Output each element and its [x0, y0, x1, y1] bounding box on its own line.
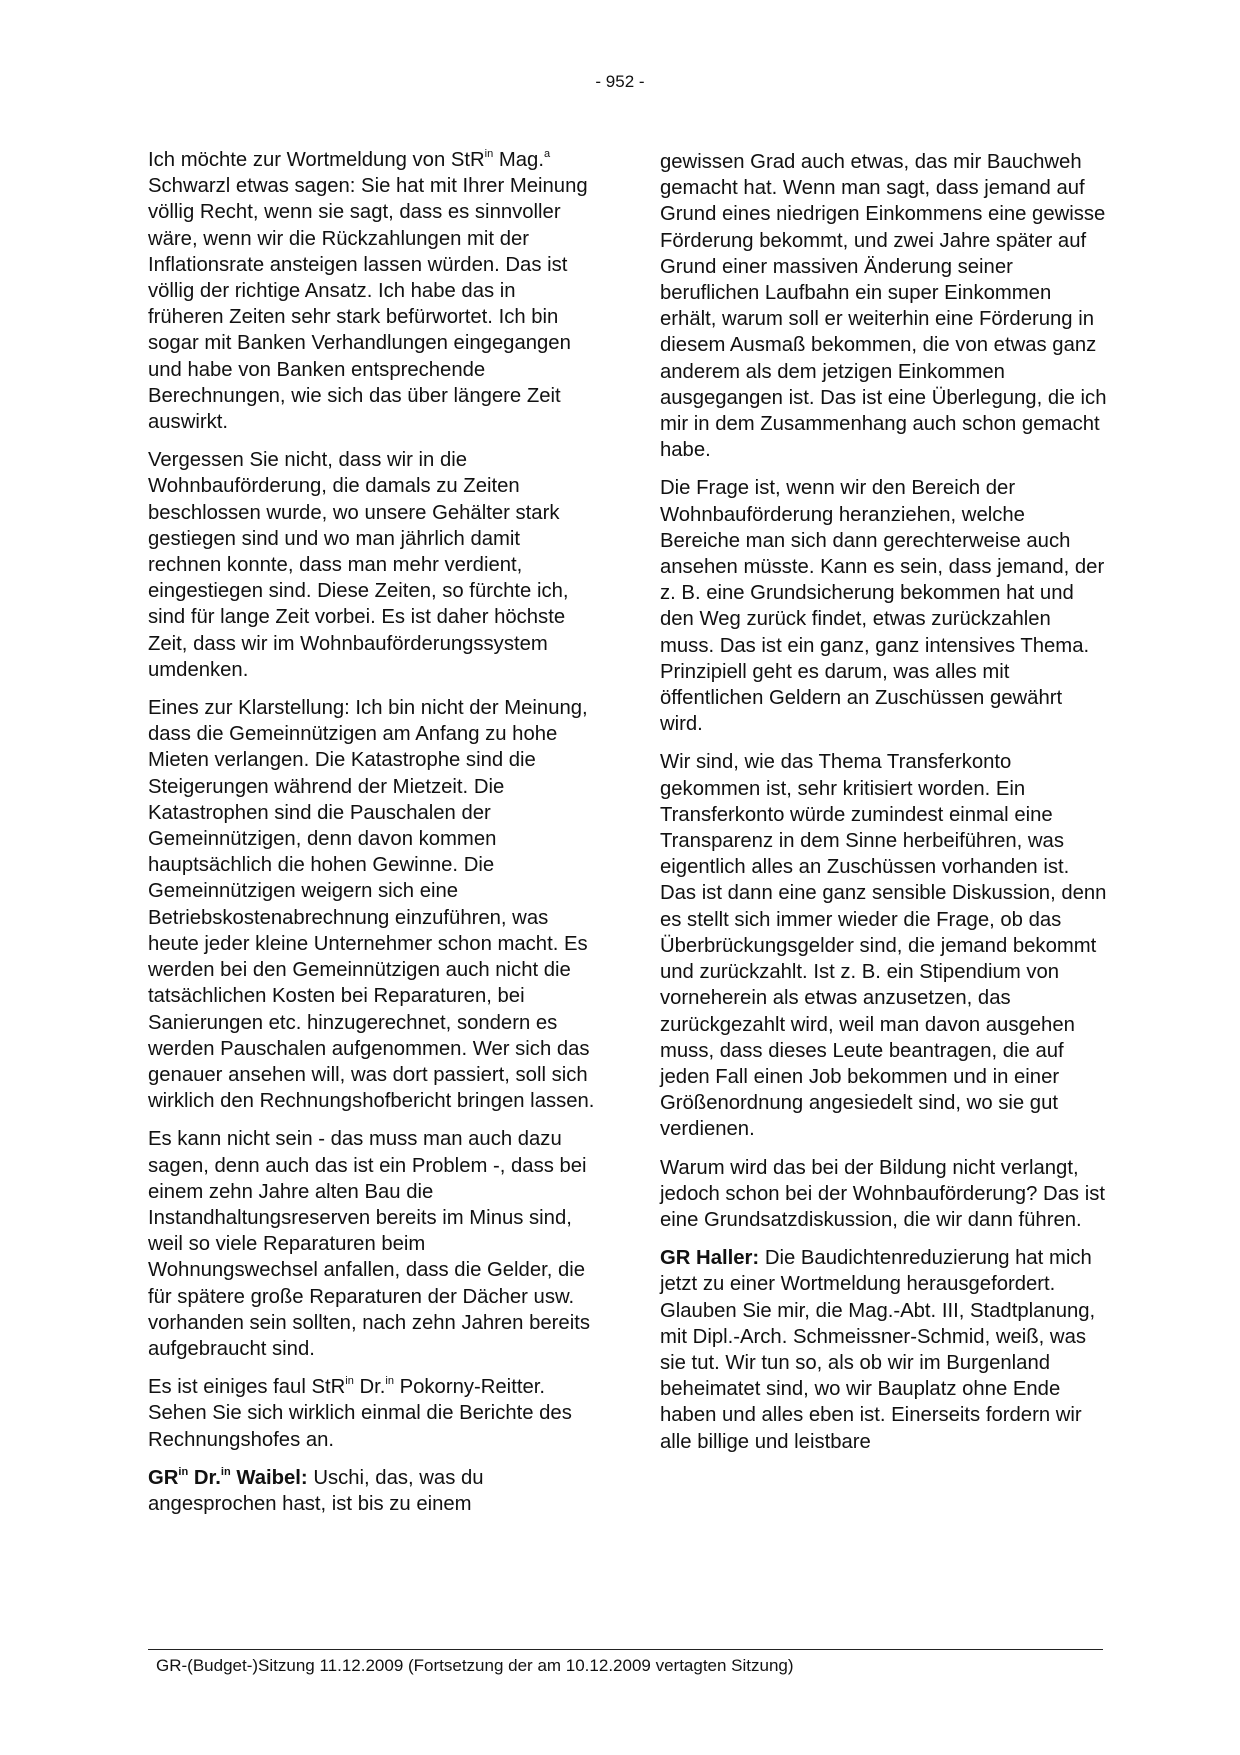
left-column: [148, 147, 596, 1529]
text-run: Ich möchte zur Wortmeldung von StR: [148, 149, 485, 171]
superscript: in: [220, 1465, 231, 1478]
paragraph: Es kann nicht sein - das muss man auch dazu sagen, denn auch das ist ein Problem -, dass bei einem zehn Jahre alten Bau die Instandhaltungsreserven bereits im Minus sind, weil so viele Reparaturen beim Wohnungswechsel anfallen, dass die Gelder, die für spätere große Reparaturen der Dächer usw. vorhanden sein sollten, nach zehn Jahren bereits aufgebraucht sind.: [148, 1128, 590, 1360]
superscript: in: [345, 1375, 354, 1388]
right-column: [660, 147, 1108, 1467]
paragraph: Die Frage ist, wenn wir den Bereich der Wohnbauförderung heranziehen, welche Bereiche man sich dann gerechterweise auch ansehen müsste. Kann es sein, dass jemand, der z. B. eine Grundsicherung bekommen hat und den Weg zurück findet, etwas zurückzahlen muss. Das ist ein ganz, ganz intensives Thema. Prinzipiell geht es darum, was alles mit öffentlichen Geldern an Zuschüssen gewährt wird.: [660, 477, 1105, 736]
speaker-title: Dr.: [188, 1466, 221, 1489]
superscript: in: [484, 148, 494, 160]
speaker-name: [148, 1467, 308, 1489]
paragraph: [148, 147, 596, 435]
speaker-surname: Waibel:: [230, 1466, 308, 1489]
text-run: Pokorny-Reitter. Sehen Sie sich wirklich einmal die Berichte des Rechnungshofes an.: [148, 1376, 572, 1451]
paragraph: Vergessen Sie nicht, dass wir in die Wohnbauförderung, die damals zu Zeiten beschlossen wurde, wo unsere Gehälter stark gestiegen sind und wo man jährlich damit rechnen konnte, dass man mehr verdient, eingestiegen sind. Diese Zeiten, so fürchte ich, sind für lange Zeit vorbei. Es ist daher höchste Zeit, dass wir im Wohnbauförderungssystem umdenken.: [148, 449, 569, 681]
footer: GR-(Budget-)Sitzung 11.12.2009 (Fortsetzung der am 10.12.2009 vertagten Sitzung): [156, 1656, 794, 1675]
paragraph: [660, 1245, 1108, 1455]
paragraph: Wir sind, wie das Thema Transferkonto gekommen ist, sehr kritisiert worden. Ein Transferkonto würde zumindest einmal eine Transparenz in dem Sinne herbeiführen, was eigentlich alles an Zuschüssen vorhanden ist. Das ist dann eine ganz sensible Diskussion, denn es stellt sich immer wieder die Frage, ob das Überbrückungsgelder sind, die jemand bekommt und zurückzahlt. Ist z. B. ein Stipendium von vorneherein als etwas anzusetzen, das zurückgezahlt wird, weil man davon ausgehen muss, dass dieses Leute beantragen, die auf jeden Fall einen Job bekommen und in einer Größenordnung angesiedelt sind, wo sie gut verdienen.: [660, 751, 1107, 1141]
speaker-name: GR Haller:: [660, 1247, 760, 1270]
superscript: a: [543, 148, 551, 160]
paragraph: Eines zur Klarstellung: Ich bin nicht der Meinung, dass die Gemeinnützigen am Anfang zu hohe Mieten verlangen. Die Katastrophe sind die Steigerungen während der Mietzeit. Die Katastrophen sind die Pauschalen der Gemeinnützigen, denn davon kommen hauptsächlich die hohen Gewinne. Die Gemeinnützigen weigern sich eine Betriebskostenabrechnung einzuführen, was heute jeder kleine Unternehmer schon macht. Es werden bei den Gemeinnützigen auch nicht die tatsächlichen Kosten bei Reparaturen, bei Sanierungen etc. hinzugerechnet, sondern es werden Pauschalen aufgenommen. Wer sich das genauer ansehen will, was dort passiert, soll sich wirklich den Rechnungshofbericht bringen lassen.: [148, 697, 595, 1113]
footer-divider: [148, 1649, 1103, 1650]
text-run: Mag.: [493, 149, 544, 171]
text-run: Es ist einiges faul StR: [148, 1376, 346, 1399]
paragraph: [148, 1465, 596, 1517]
text-run: Dr.: [353, 1376, 386, 1399]
superscript: in: [385, 1375, 394, 1388]
speaker-title: GR: [148, 1466, 179, 1489]
text-run: Schwarzl etwas sagen: Sie hat mit Ihrer Meinung völlig Recht, wenn sie sagt, dass es sinnvoller wäre, wenn wir die Rückzahlungen mit der Inflationsrate ansteigen lassen würden. Das ist völlig der richtige Ansatz. Ich habe das in früheren Zeiten sehr stark befürwortet. Ich bin sogar mit Banken Verhandlungen eingegangen und habe von Banken entsprechende Berechnungen, wie sich das über längere Zeit auswirkt.: [148, 175, 588, 434]
superscript: in: [178, 1465, 189, 1478]
paragraph: Warum wird das bei der Bildung nicht verlangt, jedoch schon bei der Wohnbauförderung? Das ist eine Grundsatzdiskussion, die wir dann führen.: [660, 1156, 1105, 1231]
paragraph: gewissen Grad auch etwas, das mir Bauchweh gemacht hat. Wenn man sagt, dass jemand auf Grund eines niedrigen Einkommens eine gewisse Förderung bekommt, und zwei Jahre später auf Grund einer massiven Änderung seiner beruflichen Laufbahn ein super Einkommen erhält, warum soll er weiterhin eine Förderung in diesem Ausmaß bekommen, die von etwas ganz anderem als dem jetzigen Einkommen ausgegangen ist. Das ist eine Überlegung, die ich mir in dem Zusammenhang auch schon gemacht habe.: [660, 151, 1107, 462]
text-run: Uschi, das, was du angesprochen hast, ist bis zu einem: [148, 1466, 484, 1515]
text-run: Die Baudichtenreduzierung hat mich jetzt zu einer Wortmeldung herausgefordert. Glauben Sie mir, die Mag.-Abt. III, Stadtplanung, mit Dipl.-Arch. Schmeissner-Schmid, weiß, was sie tut. Wir tun so, als ob wir im Burgenland beheimatet sind, wo wir Bauplatz ohne Ende haben und alles eben ist. Einerseits fordern wir alle billige und leistbare: [660, 1247, 1096, 1453]
paragraph: [148, 1374, 596, 1453]
page-number: - 952 -: [595, 72, 645, 91]
